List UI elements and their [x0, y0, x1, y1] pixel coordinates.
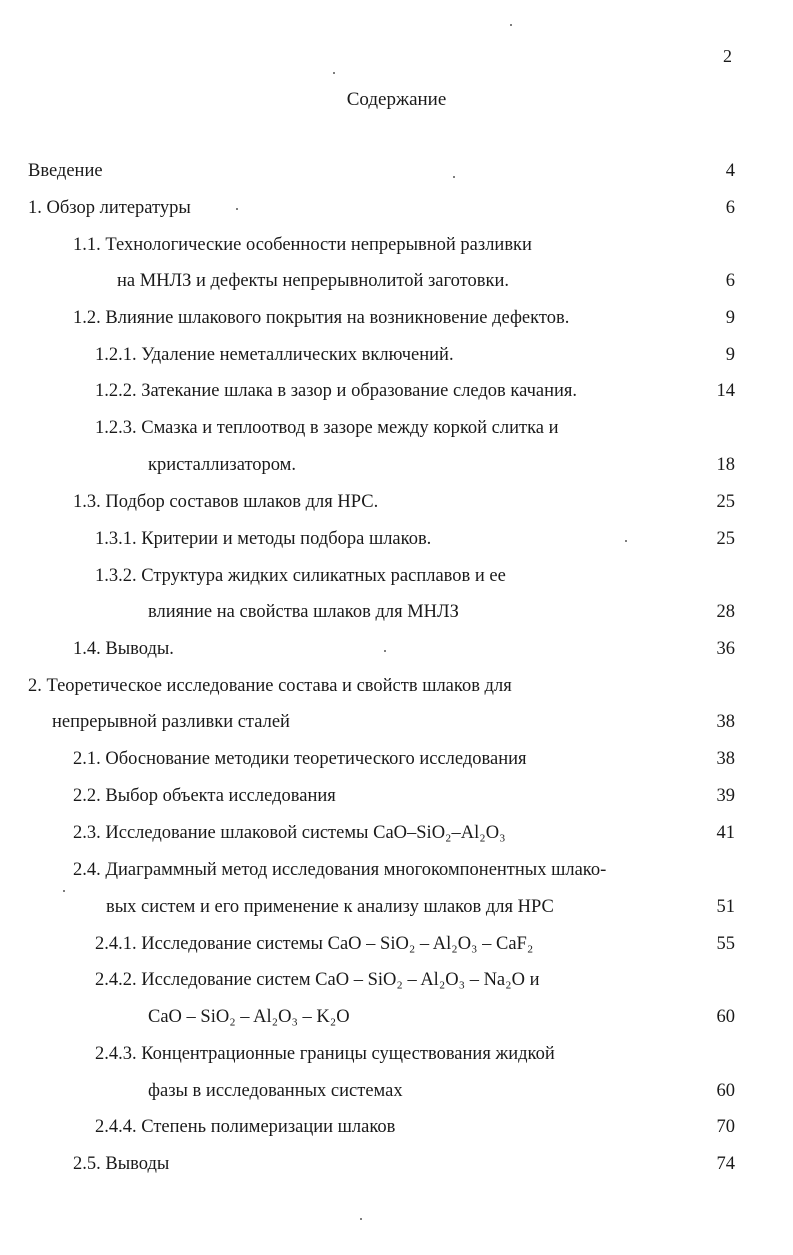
- toc-entry-text: 1.3.1. Критерии и методы подбора шлаков.: [95, 529, 432, 549]
- toc-entry-text: 2.4.4. Степень полимеризации шлаков: [95, 1117, 396, 1137]
- toc-entry-text: 2.2. Выбор объекта исследования: [73, 786, 336, 806]
- toc-entry-text: 2. Теоретическое исследование состава и свойств шлаков для: [28, 676, 512, 696]
- toc-entry-text: 2.4.3. Концентрационные границы существования жидкой: [95, 1044, 555, 1064]
- toc-entry-page: 4: [725, 161, 735, 181]
- toc-entry-page: 38: [716, 712, 735, 732]
- toc-entry-text: 1.3.2. Структура жидких силикатных расплавов и ее: [95, 566, 506, 586]
- scan-speck: [333, 72, 335, 74]
- page-title: Содержание: [346, 89, 447, 110]
- toc-entry-text: 1.4. Выводы.: [73, 639, 174, 659]
- toc-entry-page: 60: [716, 1081, 735, 1101]
- scan-speck: [510, 24, 512, 26]
- toc-entry-text: 1.2.2. Затекание шлака в зазор и образование следов качания.: [95, 381, 578, 401]
- toc-entry-page: 14: [716, 381, 735, 401]
- toc-entry-page: 55: [716, 934, 735, 954]
- toc-entry-text: 2.4.2. Исследование систем CaO – SiO₂ – Al₂O₃ – Na₂O и: [95, 970, 540, 990]
- scan-speck: [236, 208, 238, 210]
- toc-entry-text: 2.5. Выводы: [73, 1154, 170, 1174]
- toc-entry-text: Введение: [28, 161, 103, 181]
- toc-entry-text: вых систем и его применение к анализу шлаков для НРС: [106, 897, 554, 917]
- toc-entry-page: 41: [716, 823, 735, 843]
- toc-entry-text: 2.4. Диаграммный метод исследования многокомпонентных шлако-: [73, 860, 607, 880]
- scan-speck: [625, 540, 627, 542]
- toc-entry-text: 1. Обзор литературы: [28, 198, 191, 218]
- toc-entry-page: 18: [716, 455, 735, 475]
- toc-entry-page: 39: [716, 786, 735, 806]
- toc-entry-page: 9: [725, 308, 735, 328]
- toc-entry-text: непрерывной разливки сталей: [52, 712, 290, 732]
- toc-entry-page: 25: [716, 492, 735, 512]
- toc-entry-page: 28: [716, 602, 735, 622]
- toc-entry-page: 38: [716, 749, 735, 769]
- toc-entry-text: фазы в исследованных системах: [148, 1081, 403, 1101]
- toc-entry-text: 1.2.1. Удаление неметаллических включений.: [95, 345, 454, 365]
- toc-entry-text: 2.3. Исследование шлаковой системы CaO–SiO₂–Al₂O₃: [73, 823, 506, 843]
- toc-entry-text: 1.2.3. Смазка и теплоотвод в зазоре между коркой слитка и: [95, 418, 559, 438]
- toc-entry-text: 1.3. Подбор составов шлаков для НРС.: [73, 492, 379, 512]
- toc-entry-page: 9: [725, 345, 735, 365]
- toc-entry-text: 1.2. Влияние шлакового покрытия на возникновение дефектов.: [73, 308, 570, 328]
- toc-entry-text: CaO – SiO₂ – Al₂O₃ – K₂O: [148, 1007, 350, 1027]
- toc-entry-text: 2.1. Обоснование методики теоретического исследования: [73, 749, 527, 769]
- toc-entry-text: 2.4.1. Исследование системы CaO – SiO₂ – Al₂O₃ – CaF₂: [95, 934, 534, 954]
- toc-entry-page: 74: [716, 1154, 735, 1174]
- toc-entry-text: влияние на свойства шлаков для МНЛЗ: [148, 602, 459, 622]
- toc-entry-text: на МНЛЗ и дефекты непрерывнолитой заготовки.: [117, 271, 509, 291]
- toc-entry-page: 70: [716, 1117, 735, 1137]
- scan-speck: [360, 1218, 362, 1220]
- page-number: 2: [723, 46, 732, 66]
- scan-speck: [384, 650, 386, 652]
- toc-entry-page: 51: [716, 897, 735, 917]
- toc-entry-text: 1.1. Технологические особенности непрерывной разливки: [73, 235, 532, 255]
- toc-entry-text: кристаллизатором.: [148, 455, 297, 475]
- toc-entry-page: 25: [716, 529, 735, 549]
- toc-entry-page: 6: [725, 198, 735, 218]
- toc-entry-page: 6: [725, 271, 735, 291]
- scan-speck: [453, 176, 455, 178]
- toc-entry-page: 36: [716, 639, 735, 659]
- scan-speck: [63, 890, 65, 892]
- toc-entry-page: 60: [716, 1007, 735, 1027]
